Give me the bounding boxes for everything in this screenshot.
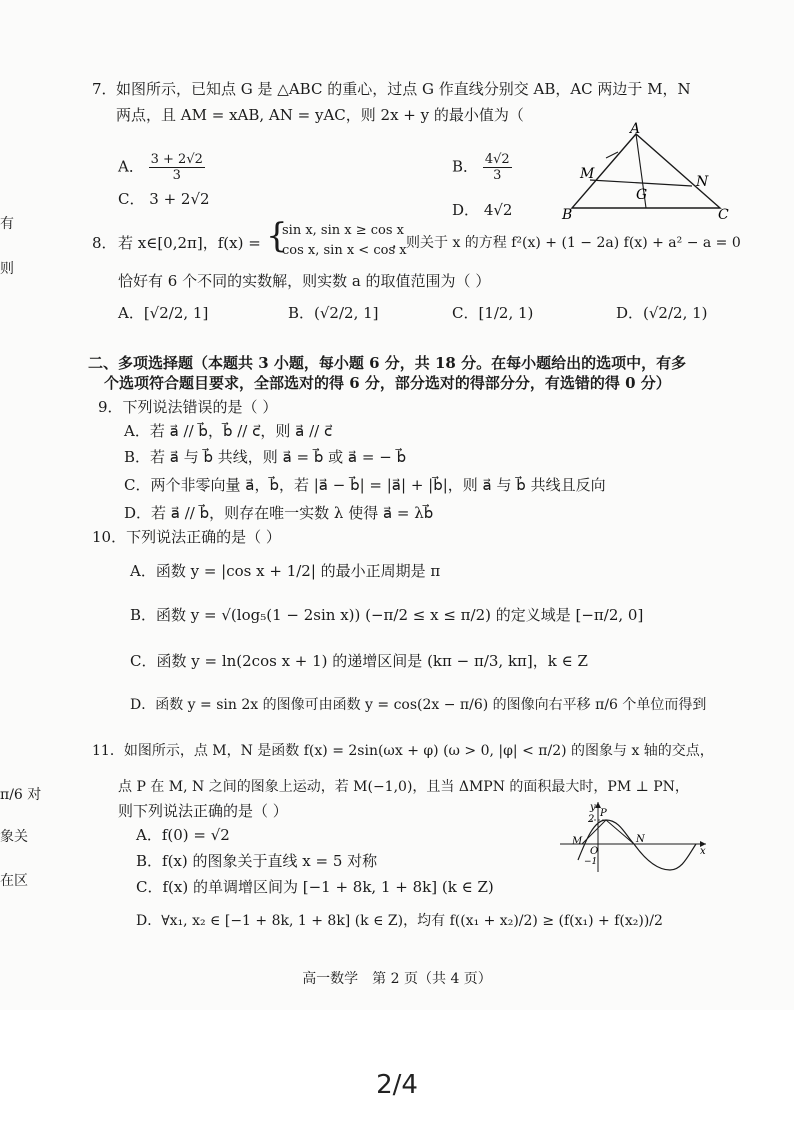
side-note: 象关 [0,829,28,845]
q10-option-d: D．函数 y = sin 2x 的图像可由函数 y = cos(2x − π/6) 的图像向右平移 π/6 个单位而得到 [130,697,707,713]
q8-option-b: B．(√2/2, 1] [288,304,379,322]
option-label: B． [452,157,479,176]
label-m: M [580,166,595,182]
q7-number: 7． [92,80,117,98]
q7-stem-line1: 如图所示，已知点 G 是 △ABC 的重心，过点 G 作直线分别交 AB，AC 两边于 M，N [116,80,691,98]
label-two: 2 [588,814,595,825]
option-label: D． [452,201,480,219]
label-c: C [718,207,729,222]
q8-option-c: C．[1/2, 1) [452,304,534,322]
side-note: π/6 对 [0,787,42,803]
option-value: 3 + 2√2 [149,190,210,208]
q8-stem-pre: 若 x∈[0,2π]，f(x) = [118,234,261,252]
label-g: G [636,187,648,203]
q8-number: 8． [92,234,117,252]
label-b: B [562,207,573,222]
fraction [149,152,205,183]
fraction [483,152,512,183]
q10-stem: 10．下列说法正确的是（ ） [92,528,281,546]
option-value: 4√2 [483,201,513,219]
section2-heading-line2: 个选项符合题目要求，全部选对的得 6 分，部分选对的得部分分，有选错的得 0 分） [104,374,671,392]
q11-option-c: C．f(x) 的单调增区间为 [−1 + 8k, 1 + 8k] (k ∈ Z) [136,878,494,896]
q7-stem-line2: 两点，且 AM = xAB, AN = yAC，则 2x + y 的最小值为（ [116,106,524,124]
q10-option-c: C．函数 y = ln(2cos x + 1) 的递增区间是 (kπ − π/3, kπ]，k ∈ Z [130,652,588,670]
q7-option-d [452,201,512,219]
label-x: x [700,846,706,857]
label-m: M [572,836,583,847]
triangle-figure [560,122,740,222]
numerator: 4√2 [484,152,510,167]
q8-stem-line2: 恰好有 6 个不同的实数解，则实数 a 的取值范围为（ ） [118,272,491,290]
label-y: y [590,802,596,813]
denominator: 3 [172,168,181,183]
q9-stem: 9．下列说法错误的是（ ） [98,398,278,416]
q8-option-d: D．(√2/2, 1) [616,304,708,322]
q10-option-b: B．函数 y = √(log₅(1 − 2sin x)) (−π/2 ≤ x ≤ π/2) 的定义域是 [−π/2, 0] [130,606,644,624]
side-note: 有 [0,216,14,232]
q8-stem-post: ，则关于 x 的方程 f²(x) + (1 − 2a) f(x) + a² − a = 0 [392,235,741,251]
q9-option-c: C．两个非零向量 a⃗，b⃗，若 |a⃗ − b⃗| = |a⃗| + |b⃗|，则 a⃗ 与 b⃗ 共线且反向 [124,476,606,494]
label-a: A [630,122,641,137]
q7-option-b [452,152,512,183]
denominator: 3 [493,168,502,183]
q7-option-c [118,190,210,208]
q11-stem-line2: 点 P 在 M, N 之间的图象上运动，若 M(−1,0)，且当 ΔMPN 的面积最大时，PM ⊥ PN， [118,779,689,795]
q11-option-d: D．∀x₁, x₂ ∈ [−1 + 8k, 1 + 8k] (k ∈ Z)，均有 f((x₁ + x₂)/2) ≥ (f(x₁) + f(x₂))/2 [136,913,663,929]
q9-option-d: D．若 a⃗ // b⃗，则存在唯一实数 λ 使得 a⃗ = λb⃗ [124,504,434,522]
page-indicator: 2/4 [376,1070,418,1100]
q9-option-b: B．若 a⃗ 与 b⃗ 共线，则 a⃗ = b⃗ 或 a⃗ = − b⃗ [124,448,407,466]
q8-option-a: A．[√2/2, 1] [118,304,209,322]
section2-heading-line1: 二、多项选择题（本题共 3 小题，每小题 6 分，共 18 分。在每小题给出的选项中，有多 [88,354,687,372]
line-mn [590,180,692,186]
option-label: C． [118,190,145,208]
q11-option-b: B．f(x) 的图象关于直线 x = 5 对称 [136,852,378,870]
q11-option-a: A．f(0) = √2 [136,826,230,844]
q9-option-a: A．若 a⃗ // b⃗，b⃗ // c⃗，则 a⃗ // c⃗ [124,422,333,440]
q8-case2: cos x, sin x < cos x [282,243,407,258]
segment-pn [606,820,634,844]
label-n: N [696,174,709,190]
option-label: A． [118,157,144,176]
q11-stem-line1: 11．如图所示，点 M，N 是函数 f(x) = 2sin(ωx + φ) (ω > 0, |φ| < π/2) 的图象与 x 轴的交点， [92,743,714,759]
label-p: P [600,808,607,819]
q11-stem-line3: 则下列说法正确的是（ ） [118,802,288,820]
q8-case1: sin x, sin x ≥ cos x [282,223,404,238]
label-n: N [636,834,645,845]
label-o: O [590,846,599,857]
brace: { [266,216,288,256]
q10-option-a: A．函数 y = |cos x + 1/2| 的最小正周期是 π [130,562,441,580]
side-note: 在区 [0,873,28,889]
numerator: 3 + 2√2 [150,152,203,167]
label-neg1: −1 [584,857,598,867]
q7-option-a [118,152,205,183]
page-footer: 高一数学 第 2 页（共 4 页） [302,971,492,987]
side-note: 则 [0,261,14,277]
sine-graph-figure [560,800,710,876]
